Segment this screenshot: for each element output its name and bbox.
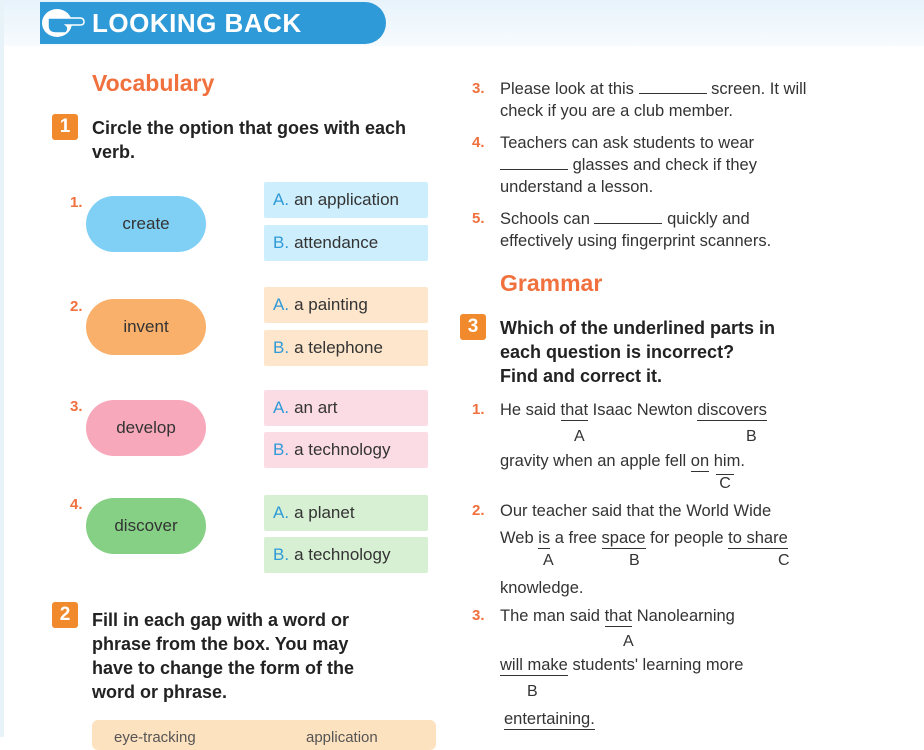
- label-a: A: [623, 633, 634, 650]
- label-b: B: [629, 552, 640, 569]
- item-number: 2.: [70, 298, 83, 315]
- verb-develop[interactable]: develop: [86, 400, 206, 456]
- grammar-3-line1: The man said that Nanolearning: [500, 607, 735, 625]
- question-4: Teachers can ask students to wear glasses and check if they understand a lesson.: [500, 134, 757, 196]
- option-4b[interactable]: B. a technology: [264, 537, 428, 573]
- grammar-3-line2: will make students' learning more: [500, 656, 744, 674]
- grammar-2-line1: Our teacher said that the World Wide: [500, 502, 772, 520]
- verb-discover[interactable]: discover: [86, 498, 206, 554]
- box-word: eye-tracking: [114, 729, 196, 746]
- option-1a[interactable]: A. an application: [264, 182, 428, 218]
- grammar-1-line1: He said that Isaac Newton discovers: [500, 401, 767, 419]
- label-a: A: [574, 428, 585, 445]
- label-c: C: [778, 552, 790, 569]
- question-3: Please look at this screen. It will check if you are a club member.: [500, 80, 807, 120]
- label-b: B: [746, 428, 757, 445]
- exercise-3-badge: 3: [460, 314, 486, 340]
- exercise-2-instruction: Fill in each gap with a word or phrase from the box. You may have to change the form of the word or phrase.: [92, 610, 355, 702]
- box-word: application: [306, 729, 378, 746]
- vocabulary-heading: Vocabulary: [92, 70, 215, 96]
- question-5: Schools can quickly and effectively using fingerprint scanners.: [500, 210, 772, 250]
- option-3a[interactable]: A. an art: [264, 390, 428, 426]
- item-number: 4.: [70, 496, 83, 513]
- question-number: 3.: [472, 80, 485, 97]
- grammar-3-line3: entertaining.: [504, 710, 595, 728]
- option-3b[interactable]: B. a technology: [264, 432, 428, 468]
- page-title: LOOKING BACK: [92, 8, 302, 38]
- grammar-2-line2: Web is a free space for people to share: [500, 529, 788, 547]
- option-2a[interactable]: A. a painting: [264, 287, 428, 323]
- label-b: B: [527, 683, 538, 700]
- question-number: 1.: [472, 401, 485, 418]
- option-2b[interactable]: B. a telephone: [264, 330, 428, 366]
- grammar-2-line3: knowledge.: [500, 579, 584, 597]
- exercise-1-instruction: Circle the option that goes with each verb.: [92, 118, 407, 162]
- option-1b[interactable]: B. attendance: [264, 225, 428, 261]
- question-number: 3.: [472, 607, 485, 624]
- grammar-heading: Grammar: [500, 270, 603, 296]
- option-4a[interactable]: A. a planet: [264, 495, 428, 531]
- exercise-3-instruction: Which of the underlined parts in each question is incorrect? Find and correct it.: [500, 318, 776, 386]
- verb-invent[interactable]: invent: [86, 299, 206, 355]
- item-number: 1.: [70, 194, 83, 211]
- question-number: 5.: [472, 210, 485, 227]
- question-number: 2.: [472, 502, 485, 519]
- verb-create[interactable]: create: [86, 196, 206, 252]
- exercise-2-badge: 2: [52, 602, 78, 628]
- label-a: A: [543, 552, 554, 569]
- page-edge: [0, 0, 4, 737]
- pointing-hand-icon: [40, 6, 86, 40]
- item-number: 3.: [70, 398, 83, 415]
- word-box: [92, 720, 436, 750]
- grammar-1-line2: gravity when an apple fell on him.: [500, 452, 745, 470]
- question-number: 4.: [472, 134, 485, 151]
- exercise-1-badge: 1: [52, 114, 78, 140]
- label-c: C: [716, 474, 734, 493]
